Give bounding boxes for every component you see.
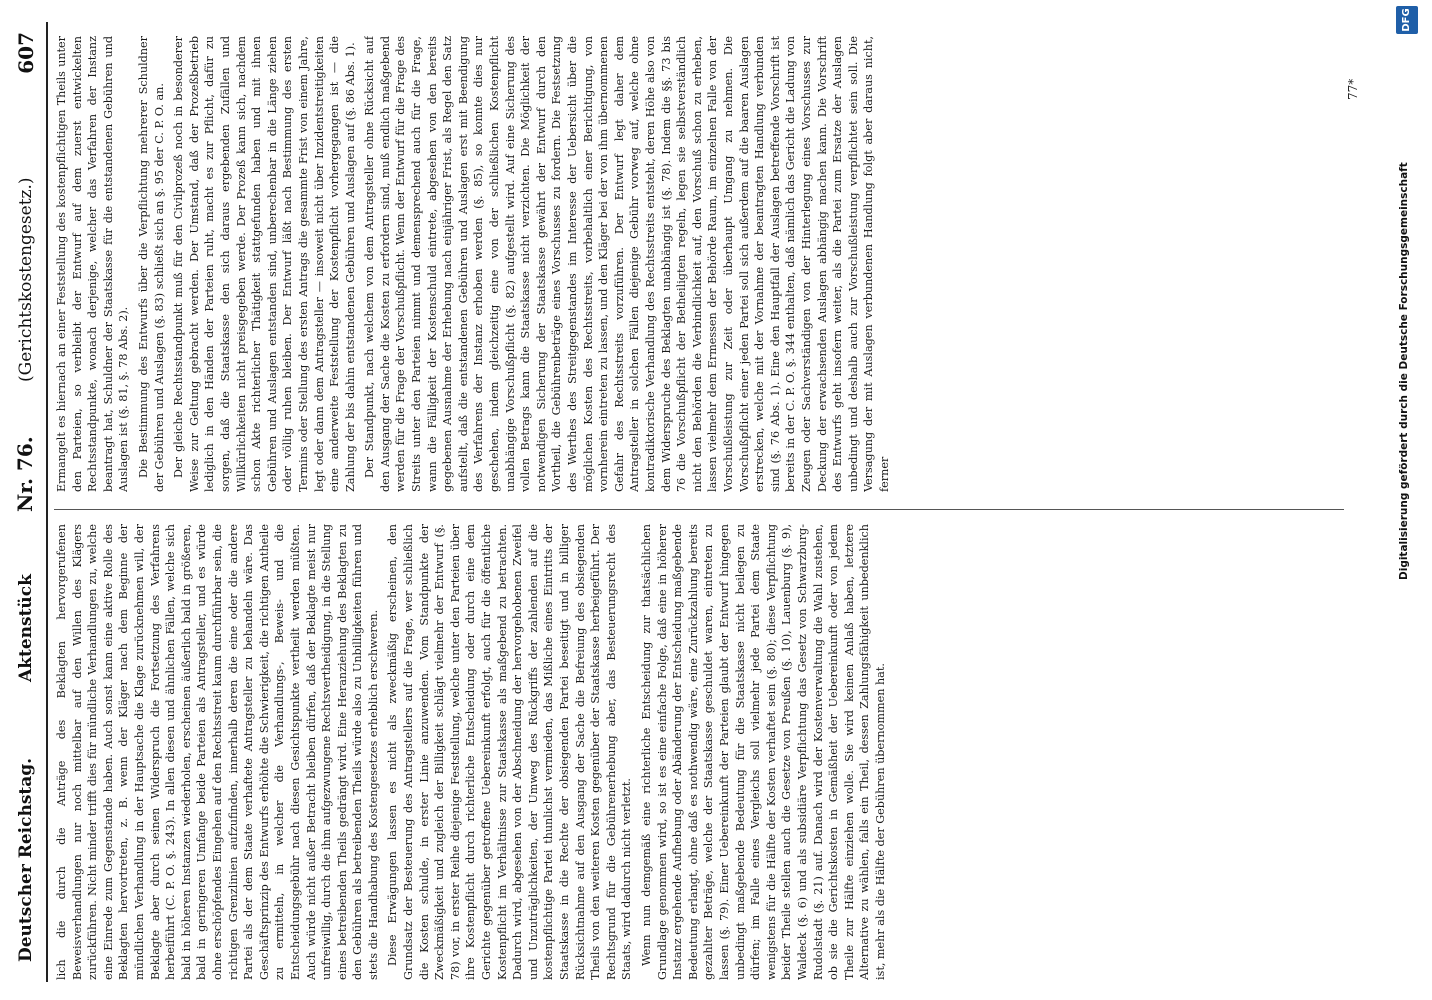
page-header [10,22,44,982]
header-left-title: Deutscher Reichstag. [16,757,36,962]
right-paragraph-1: Ermangelt es hiernach an einer Feststellung des kostenpflichtigen Theils unter den Parteien, so verbleibt der Entwurf auf dem zuerst entwickelten Rechtsstandpunkte, wonach derjenige, welcher das Verfahren der Instanz beantragt hat, Schuldner der Staatskasse für die entstandenen Gebühren und Auslagen ist (§. 81, §. 78 Abs. 2). [55,36,131,492]
right-text-column [54,36,1344,492]
right-paragraph-2: Die Bestimmung des Entwurfs über die Verpflichtung mehrerer Schuldner der Gebühren und Auslagen (§. 83) schließt sich an §. 95 der C. P. O. an. [136,36,166,492]
signature-mark: 77* [1346,78,1360,100]
column-divider [54,509,1344,510]
header-rule [46,22,48,982]
header-law-title: (Gerichtskostengesetz.) [16,177,36,382]
left-paragraph-2: Diese Erwägungen lassen es nicht als zweckmäßig erscheinen, den Grundsatz der Besteuerung des Antragstellers auf die Frage, wer schließlich die Kosten schulde, in erster Linie anzuwenden. Vom Standpunkte der Zweckmäßigkeit und zugleich der Billigkeit schlägt vielmehr der Entwurf (§. 78) vor, in erster Reihe diejenige Feststellung, welche unter den Parteien über ihre Kostenpflicht durch richterliche Entscheidung oder durch eine dem Gerichte gegenüber getroffene Uebereinkunft erfolgt, auch für die öffentliche Kostenpflicht im Verhältnisse zur Staatskasse als maßgebend zu betrachten. Dadurch wird, abgesehen von der Abschneidung der hervorgehobenen Zweifel und Unzuträglichkeiten, der Umweg des Rückgriffs der zahlenden auf die kostenpflichtige Partei thunlichst vermieden, das Mißliche eines Eintritts der Staatskasse in die Rechte der obsiegenden Partei beseitigt und in billiger Rücksichtnahme auf den Ausgang der Sache die Befreiung des obsiegenden Theils von den weiteren Kosten gegenüber der Staatskasse herbeigeführt. Der Rechtsgrund für die Gebührenerhebung aber, das Besteuerungsrecht des Staats, wird dadurch nicht verletzt. [386,524,634,980]
left-paragraph-1: lich die durch die Anträge des Beklagten hervorgerufenen Beweisverhandlungen nur noch mittelbar auf den Willen des Klägers zurückführen. Nicht minder trifft dies für mündliche Verhandlungen zu, welche eine Einrede zum Gegenstande haben. Auch sonst kann eine aktive Rolle des Beklagten hervortreten, z. B. wenn der Kläger nach dem Beginne der mündlichen Verhandlung in der Hauptsache die Klage zurücknehmen will, der Beklagte aber durch seinen Widerspruch die Fortsetzung des Verfahrens herbeiführt (C. P. O. §. 243). In allen diesen und ähnlichen Fällen, welche sich bald in höheren Instanzen wiederholen, erscheinen äußerlich bald in größeren, bald in geringeren Umfange beide Parteien als Antragsteller, und es würde ohne erschöpfendes Eingehen auf den Rechtsstreit kaum durchführbar sein, die richtigen Grenzlinien aufzufinden, innerhalb deren die eine oder die andere Partei als der dem Staate verhaftete Antragsteller zu behandeln wäre. Das Geschäftsprinzip des Entwurfs erhöhte die Schwierigkeit, die richtigen Antheile zu ermitteln, in welcher die Verhandlungs-, Beweis- und die Entscheidungsgebühr nach diesen Gesichtspunkte vertheilt werden müßten. Auch würde nicht außer Betracht bleiben dürfen, daß der Beklagte meist nur unfreiwillig, durch die ihm aufgezwungene Rechtsvertheidigung, in die Stellung eines betreibenden Theils gedrängt wird. Eine Heranziehung des Beklagten zu den Gebühren als betreibenden Theils würde also zu Unbilligkeiten führen und stets die Handhabung des Kostengesetzes erheblich erschweren. [55,524,380,980]
dfg-logo: DFG [1396,6,1418,34]
page-number: 607 [14,32,38,74]
left-paragraph-3: Wenn nun demgemäß eine richterliche Entscheidung zur thatsächlichen Grundlage genommen wird, so ist es eine einfache Folge, daß eine in höherer Instanz ergehende Aufhebung oder Abänderung der Entscheidung maßgebende Bedeutung erlangt, ohne daß es nothwendig wäre, eine Zurückzahlung bereits gezahlter Beträge, welche der Staatskasse geschuldet waren, eintreten zu lassen (§. 79). Einer Uebereinkunft der Parteien glaubt der Entwurf hingegen unbedingt maßgebende Bedeutung für die Staatskasse nicht beilegen zu dürfen; im Falle eines Vergleichs soll vielmehr jede Partei dem Staate wenigstens für die Hälfte der Kosten verhaftet sein (§. 80); diese Verpflichtung beider Theile stellen auch die Gesetze von Preußen (§. 10), Lauenburg (§. 9), Waldeck (§. 6) und als subsidiäre Verpflichtung das Gesetz von Schwarzburg-Rudolstadt (§. 21) auf. Danach wird der Kostenverwaltung die Wahl zustehen, ob sie die Gerichtskosten in Gemäßheit der Uebereinkunft oder von jedem Theile zur Hälfte einziehen wolle. Sie wird keinen Anlaß haben, letztere Alternative zu wählen, falls ein Theil, dessen Zahlungsfähigkeit unbedenklich ist, mehr als die Hälfte der Gebühren übernommen hat. [639,524,887,980]
right-paragraph-4: Der Standpunkt, nach welchem von dem Antragsteller ohne Rücksicht auf den Ausgang der Sache die Kosten zu erfordern sind, muß endlich maßgebend werden für die Frage der Vorschußpflicht. Wenn der Entwurf für die Frage des Streits unter den Parteien nimmt und demensprechend auch für die Frage, wann die Fälligkeit der Kostenschuld eintrete, abgesehen von den bereits gegebenen Ausnahme der Erhebung nach einjähriger Frist, als Regel den Satz aufstellt, daß die entstandenen Gebühren und Auslagen erst mit Beendigung des Verfahrens der Instanz erhoben werden (§. 85), so konnte dies nur geschehen, indem gleichzeitig eine von der schließlichen Kostenpflicht unabhängige Vorschußpflicht (§. 82) aufgestellt wird. Auf eine Sicherung des vollen Betrags kann die Staatskasse nicht verzichten. Die Möglichkeit der notwendigen Sicherung der Staatskasse gewährt der Entwurf durch den Vortheil, die Gebührenbeträge eines Vorschusses zu fordern. Die Festsetzung des Werthes des Streitgegenstandes im Interesse der Uebersicht über die möglichen Kosten des Rechtsstreits, vorbehaltlich einer Berichtigung, von vornherein eintreten zu lassen, und den Kläger bei der von ihm übernommenen Gefahr des Rechtsstreits vorzuführen. Der Entwurf legt daher dem Antragsteller in solchen Fällen diejenige Gebühr vorweg auf, welche ohne kontradiktorische Verhandlung des Rechtsstreits entsteht, deren Höhe also von dem Widerspruche des Beklagten unabhängig ist (§. 78). Indem die §§. 73 bis 76 die Vorschußpflicht der Betheiligten regeln, legen sie selbstverständlich nicht den Behörden die Verbindlichkeit auf, den Vorschuß schon zu erheben, lassen vielmehr dem Ermessen der Behörde Raum, im einzelnen Falle von der Vorschußleistung zur Zeit oder überhaupt Umgang zu nehmen. Die Vorschußpflicht einer jeden Partei soll sich außerdem auf die baaren Auslagen erstrecken, welche mit der Vornahme der beantragten Handlung verbunden sind (§. 76 Abs. 1). Eine den Hauptfall der Auslagen betreffende Vorschrift ist bereits in der C. P. O. §. 344 enthalten, daß nämlich das Gericht die Ladung von Zeugen oder Sachverständigen von der Hinterlegung eines Vorschusses zur Deckung der erwachsenden Auslagen abhängig machen kann. Die Vorschrift des Entwurfs geht insofern weiter, als die Partei zum Ersatze der Auslagen unbedingt und deshalb auch zur Vorschußleistung verpflichtet sein soll. Die Versagung der mit Auslagen verbundenen Handlung folgt aber daraus nicht, ferner [363,36,891,492]
header-document-label: Aktenstück [16,574,36,682]
header-document-number: Nr. 76. [13,436,37,512]
digitization-credit: Digitalisierung gefördert durch die Deutsche Forschungsgemeinschaft [1398,162,1410,580]
left-text-column [54,524,1344,980]
right-paragraph-3: Der gleiche Rechtsstandpunkt muß für den Civilprozeß noch in besonderer Weise zur Geltung gebracht werden. Der Umstand, daß der Prozeßbetrieb lediglich in den Händen der Parteien ruht, macht es zur Pflicht, dafür zu sorgen, daß die Staatskasse den sich daraus ergebenden Zufällen und Willkürlichkeiten nicht preisgegeben werde. Der Prozeß kann sich, nachdem schon Akte richterlicher Thätigkeit stattgefunden haben und mit ihnen Gebühren und Auslagen entstanden sind, unberechenbar in die Länge ziehen oder völlig ruhen bleiben. Der Entwurf läßt nach Bestimmung des ersten Termins oder Stellung des ersten Antrags die gesammte Frist von einem Jahre, legt oder dann dem Antragsteller — insoweit nicht über Inzidentstreitigkeiten eine anderweite Feststellung der Kostenpflicht vorhergegangen ist — die Zahlung der bis dahin entstandenen Gebühren und Auslagen auf (§. 86 Abs. 1). [172,36,357,492]
